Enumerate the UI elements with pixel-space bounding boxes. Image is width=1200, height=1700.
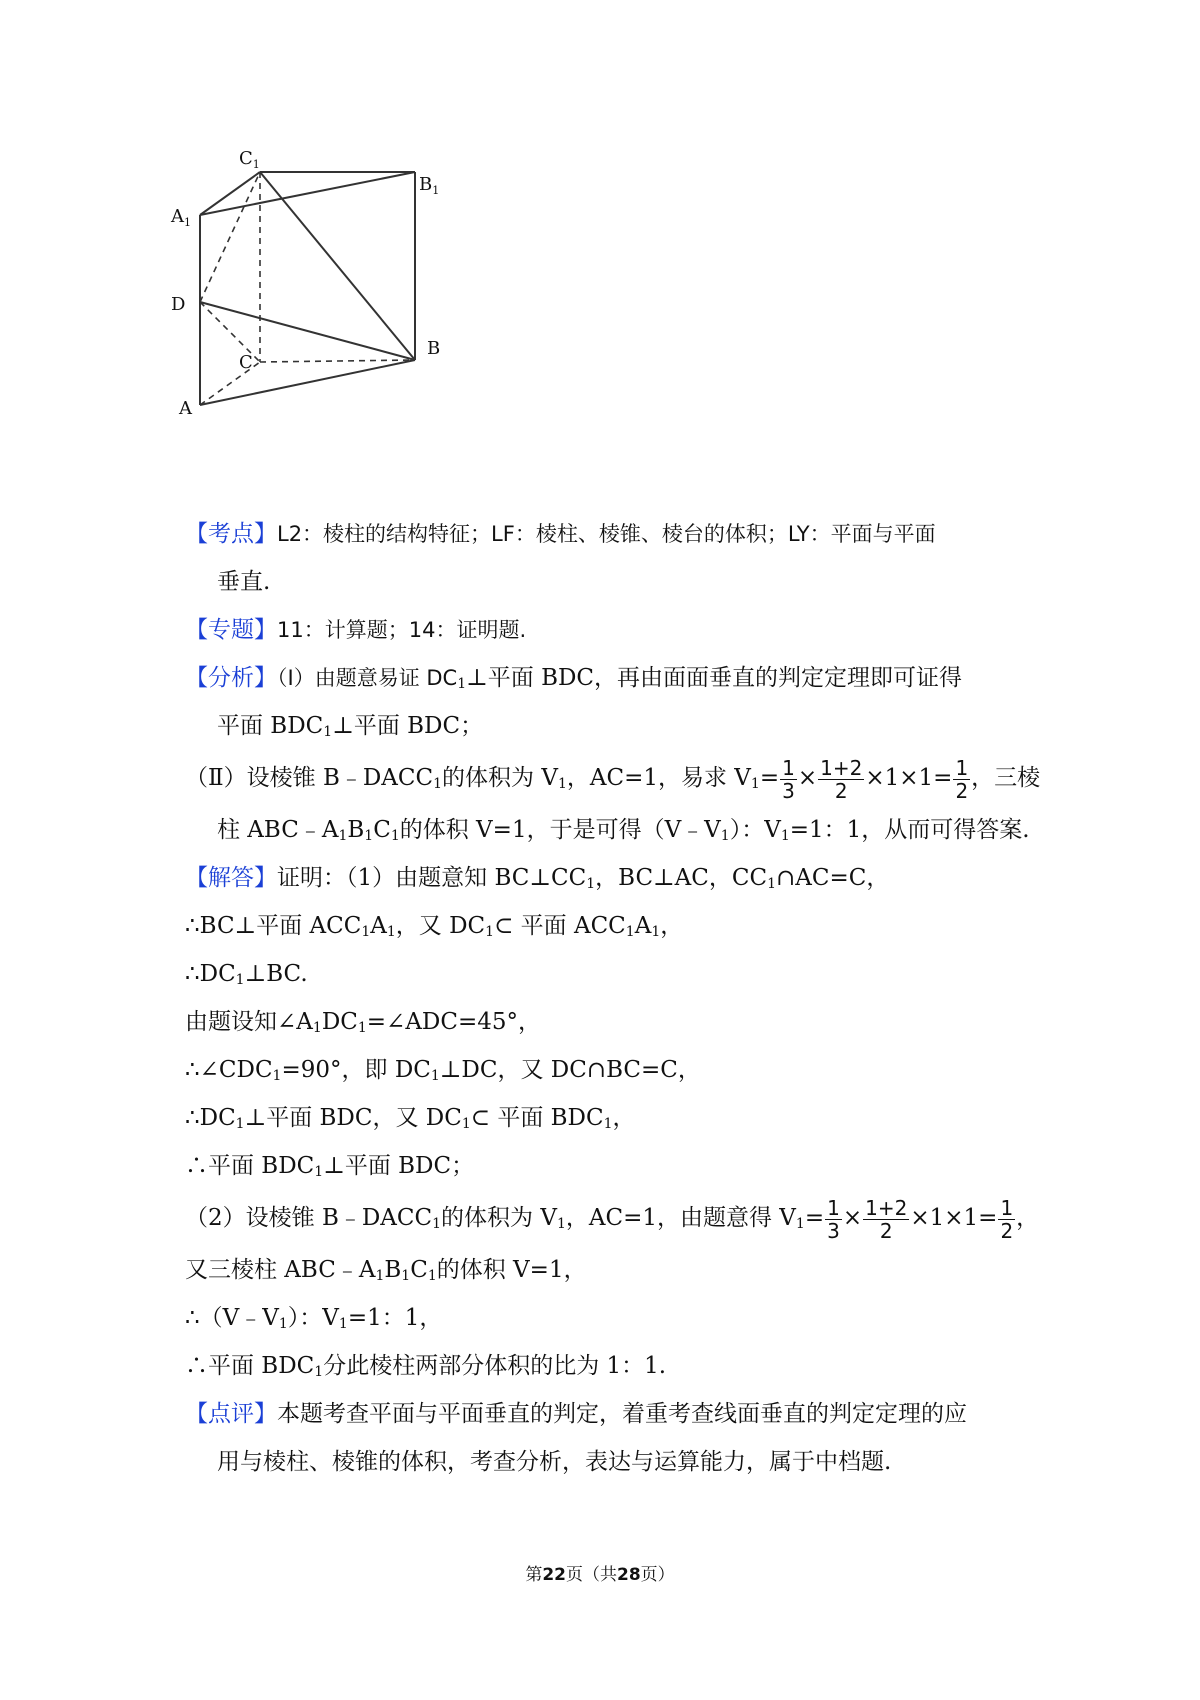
- jieda-line-10: $\therefore(V﹣V_1)$：$V_1=1$：1，: [185, 1305, 443, 1332]
- edge-a1-b1: [200, 172, 415, 215]
- label-c1: $C_1$: [239, 148, 260, 171]
- page-total: 28: [617, 1565, 641, 1585]
- kaodian-line-2: 垂直.: [217, 569, 271, 595]
- jieda-line-8: （2）设棱锥 $B﹣DACC_1$的体积为 $V_1$，AC=1，由题意得 $V_1=$ $\frac{1}{3}$ × $\frac{1+2}{2}$ ×1×1= $\frac{1}{2}$ ，: [185, 1195, 1040, 1243]
- jieda-line-3: $\therefore DC_1\perp BC$.: [185, 961, 308, 988]
- dianping-line-2: 用与棱柱、棱锥的体积，考查分析，表达与运算能力，属于中档题.: [217, 1449, 892, 1475]
- label-d: D: [171, 294, 186, 315]
- fraction-1-3: $\frac{1}{3}$: [827, 1195, 840, 1243]
- label-b: B: [427, 338, 441, 359]
- zhuanti-line: 【专题】11：计算题；14：证明题.: [185, 617, 527, 643]
- fraction-3-2: $\frac{1+2}{2}$: [820, 755, 863, 803]
- edge-d-c1: [200, 172, 260, 302]
- edge-d-b: [200, 302, 415, 360]
- page-footer: 第22页（共28页）: [525, 1565, 675, 1585]
- label-a: A: [179, 398, 192, 419]
- fenxi-line-3: （Ⅱ）设棱锥 $B﹣DACC_1$的体积为 $V_1$，AC=1，易求 $V_1=$ $\frac{1}{3}$ × $\frac{1+2}{2}$ ×1×1= $\frac{1}{2}$ ，三棱: [185, 755, 1041, 803]
- fraction-3-2: $\frac{1+2}{2}$: [865, 1195, 908, 1243]
- edge-c1-b: [260, 172, 415, 360]
- dianping-line-1: 【点评】本题考查平面与平面垂直的判定，着重考查线面垂直的判定定理的应: [185, 1401, 967, 1427]
- label-a1: $A_1$: [171, 206, 191, 229]
- zhuanti-tag: 【专题】: [185, 617, 277, 643]
- fraction-1-2: $\frac{1}{2}$: [1000, 1195, 1014, 1243]
- jieda-line-1: 【解答】证明：（1）由题意知 $BC\perp CC_1$，BC⊥AC，$CC_1\cap AC=C$，: [185, 865, 890, 892]
- solution-text: [185, 510, 1045, 1486]
- jieda-line-6: $\therefore DC_1\perp$平面 BDC，又 $DC_1\subset$ 平面 $BDC_1$，: [185, 1105, 636, 1132]
- fenxi-tag: 【分析】: [185, 665, 277, 691]
- jieda-line-5: $\therefore\angle CDC_1=90^\circ$，即 $DC_1\perp DC$，又 DC∩BC=C，: [185, 1057, 701, 1084]
- label-c: C: [239, 352, 253, 373]
- jieda-line-4: 由题设知$\angle A_1DC_1=\angle ADC=45^\circ$，: [185, 1009, 542, 1036]
- fenxi-line-2: 平面 $BDC_1\perp$平面 BDC；: [217, 713, 484, 740]
- fenxi-line-1: 【分析】（Ⅰ）由题意易证 $DC_1\perp$平面 BDC，再由面面垂直的判定定理即可证得: [185, 665, 963, 692]
- jieda-line-2: ∴BC⊥平面 $ACC_1A_1$，又 $DC_1\subset$ 平面 $ACC_1A_1$，: [185, 913, 684, 940]
- kaodian-tag: 【考点】: [185, 521, 277, 547]
- fraction-1-3: $\frac{1}{3}$: [782, 755, 795, 803]
- prism-diagram: [171, 148, 495, 470]
- jieda-tag: 【解答】: [185, 865, 277, 891]
- jieda-line-7: ∴平面 $BDC_1\perp$平面 BDC；: [185, 1153, 475, 1180]
- page-number: 22: [542, 1565, 566, 1585]
- edge-a-b: [200, 360, 415, 405]
- dianping-tag: 【点评】: [185, 1401, 277, 1427]
- prism-figure: [171, 148, 495, 470]
- label-b1: $B_1$: [419, 174, 440, 197]
- edge-c-b: [260, 360, 415, 362]
- kaodian-line-1: 【考点】L2：棱柱的结构特征；LF：棱柱、棱锥、棱台的体积；LY：平面与平面: [185, 521, 936, 547]
- fenxi-line-4: 柱 $ABC﹣A_1B_1C_1$的体积 V=1，于是可得$(V﹣V_1)$：$V_1=1$：1，从而可得答案.: [217, 817, 1030, 844]
- jieda-line-11: ∴平面 $BDC_1$分此棱柱两部分体积的比为 1：1.: [185, 1353, 667, 1380]
- jieda-line-9: 又三棱柱 $ABC﹣A_1B_1C_1$的体积 V=1，: [185, 1257, 587, 1284]
- fraction-1-2: $\frac{1}{2}$: [955, 755, 969, 803]
